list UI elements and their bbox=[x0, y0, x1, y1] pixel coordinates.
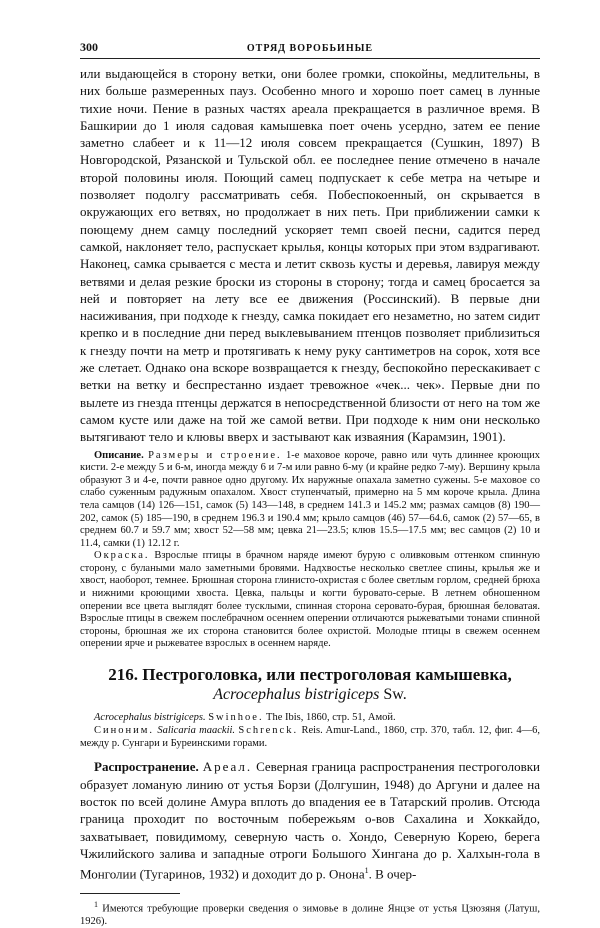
synonymy-1-ref: The Ibis, 1860, стр. 51, Амой. bbox=[266, 712, 396, 724]
section-title: 216. Пестроголовка, или пестроголовая камышевка, bbox=[108, 665, 512, 685]
synonymy-2-label: Синоним. bbox=[94, 724, 154, 736]
section-author: Sw. bbox=[383, 686, 407, 704]
footnote-marker: 1 bbox=[94, 899, 98, 909]
coloration-spaced-heading: Окраска. bbox=[94, 550, 150, 562]
synonymy-1-name: Acrocephalus bistrigiceps. bbox=[94, 712, 206, 724]
distribution-text: Северная граница распространения пестроголовки образует ломаную линию от устья Борзи (Долгушин, 1948) до Аргуни и далее на восток по всей долине Амура вплоть до впадения ее в Татарский пролив. Отсюда граница проходит по восточным побережьям о-вов Сахалина и Хоккайдо, захватывает, повидимому, северную часть о. Хондо, Северную Корею, берега Чжилийского залива и западные отроги Большого Хингана до р. Халхын-гола в Монголии (Тугаринов, 1932) и доходит до р. Онона bbox=[80, 759, 540, 882]
distribution-spaced-heading: Ареал. bbox=[202, 759, 253, 775]
page bbox=[80, 40, 540, 928]
page-number: 300 bbox=[80, 40, 98, 54]
footnote bbox=[80, 898, 540, 928]
description-spaced-heading: Размеры и строение. bbox=[148, 449, 282, 461]
synonymy-line-1 bbox=[80, 712, 540, 725]
synonymy-line-2 bbox=[80, 725, 540, 751]
section-latin-name: Acrocephalus bistrigiceps bbox=[213, 686, 380, 704]
distribution-tail: . В очер- bbox=[368, 866, 417, 882]
section-latin-title bbox=[80, 685, 540, 704]
synonymy-1-author: Swinhoe. bbox=[208, 712, 264, 724]
page-header bbox=[80, 40, 540, 59]
coloration-paragraph bbox=[80, 550, 540, 651]
synonymy-2-author: Schrenck. bbox=[238, 724, 299, 736]
footnote-text: Имеются требующие проверки сведения о зимовье в долине Янцзе от устья Цзюзяня (Латуш, 1926). bbox=[80, 903, 541, 928]
synonymy-2-name: Salicaria maackii. bbox=[157, 724, 236, 736]
footnote-reference[interactable]: 1 bbox=[364, 866, 369, 876]
synonymy-2-ref: Reis. Amur-Land., 1860, стр. 370, табл. 12, фиг. 4—6, между р. Сунгари и Буреинскими горами. bbox=[80, 724, 540, 749]
coloration-text: Взрослые птицы в брачном наряде имеют бурую с оливковым оттенком спинную сторону, с булаными мало заметными бровями. Надхвостье несколько светлее спины, крылья же и хвост, наоборот, темнее. Брюшная сторона глинисто-охристая с более светлым горлом, средней брюха и нижними кроющими хвоста. Цевка, пальцы и когти буровато-серые. В летнем обношенном оперении все цвета выглядят более тусклыми, спинная сторона серовато-бурая, брюшная беловатая. Взрослые птицы в свежем послебрачном осеннем оперении отличаются рыжеватыми тонами спинной стороны, брюшная же их сторона становится более охристой. Молодые птицы в свежем осеннем оперении ярче и рыжеватее взрослых в осеннем наряде. bbox=[80, 550, 540, 650]
distribution-label: Распространение. bbox=[94, 759, 199, 775]
description-text: 1-е маховое короче, равно или чуть длиннее кроющих кисти. 2-е между 5 и 6-м, иногда между 6 и 7-м или равно 6-му (и крайне редко 7-му). Вершину крыла образуют 3 и 4-е, почти равное одно другому. Их наружные опахала заметно сужены. 5-е маховое со слабо суженным радужным опахалом. Хвост ступенчатый, примерно на 5 мм короче крыла. Длина тела самцов (14) 126—151, самок (5) 143—148, в среднем 141.3 и 145.2 мм; размах самцов (8) 190—202, самок (5) 185—190, в среднем 196.3 и 190.4 мм; крыло самцов (46) 57—64.6, самок (2) 57—65, в среднем 60.7 и 59.7 мм; хвост 52—58 мм; цевка 21—23.5; клюв 15.5—17.5 мм; вес самцов (2) 10 и 11.4, самки (1) 12.12 г. bbox=[80, 449, 541, 549]
description-label: Описание. bbox=[94, 449, 144, 461]
footnote-divider bbox=[80, 893, 180, 894]
distribution-paragraph bbox=[80, 758, 540, 882]
body-paragraph: или выдающейся в сторону ветки, они более громки, спокойны, медлительны, в них больше размеренных пауз. Особенно много и хорошо поет самец в лунные тихие ночи. Пение в разных частях ареала прекращается в различное время. В Башкирии до 1 июля садовая камышевка поет очень усердно, затем ее пение заметно слабеет и к 11—12 июля совсем прекращается (Сушкин, 1897) В Новгородской, Рязанской и Тульской обл. ее последнее пение отмечено в начале второй половины июля. Поющий самец подпускает к себе метра на четыре и позволяет подолгу рассматривать себя. Побеспокоенный, он скрывается в окружающих его ветвях, но продолжает в них петь. При приближении самки к поющему днем самцу последний ускоряет темп своей песни, садится перед самкой, наклоняет тело, распускает крылья, концы которых при этом вздрагивают. Наконец, самка срывается с места и летит сквозь кусты и деревья, лавируя между ветвями и делая резкие броски из стороны в сторону; тогда и самец бросается за ней и повторяет на лету все ее движения (Россинский). В первые дни насиживания, при подходе к гнезду, самка покидает его незаметно, но затем сидит крепко и в последние дни перед выклевыванием птенцов позволяет приблизиться к гнезду почти на метр и протягивать к нему руку сантиметров на сорок, хотя все же слетает. Однако она вскоре возвращается к гнезду, беспокойно перескакивает с ветки на ветку и беспрестанно издает тревожное «чек... чек». Первые дни по вылете из гнезда птенцы держатся в непосредственной близости от него на том же самом кусте или даже на той же самой ветви. При подходе к ним они несколько вытягивают тело и клювы вверх и застывают как изваяния (Карамзин, 1901). bbox=[80, 66, 540, 445]
running-head: ОТРЯД ВОРОБЬИНЫЕ bbox=[246, 43, 374, 54]
description-paragraph bbox=[80, 450, 540, 551]
